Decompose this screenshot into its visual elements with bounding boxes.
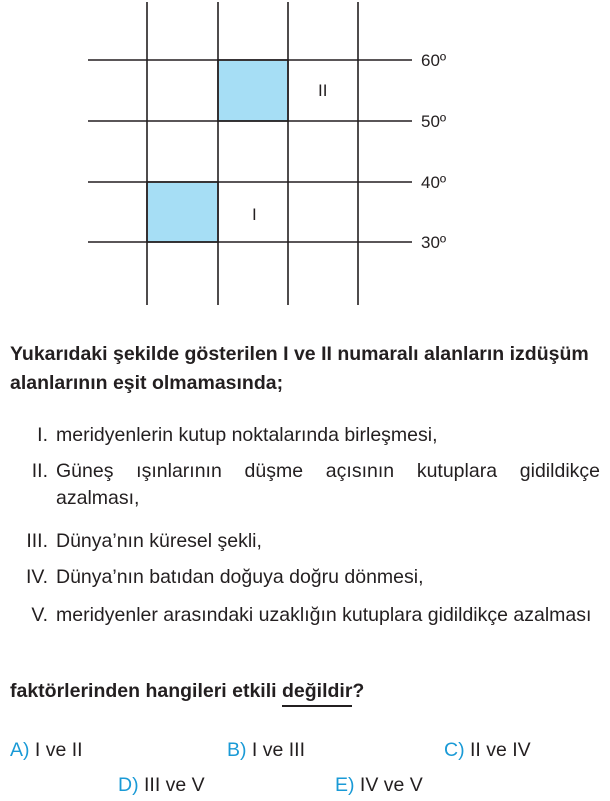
area-label-ii: II	[318, 81, 328, 100]
latitude-label-30: 30º	[421, 233, 447, 252]
latitude-label-40: 40º	[421, 173, 447, 192]
option-text: I ve II	[29, 739, 83, 761]
option-e[interactable]	[335, 772, 423, 798]
area-label-i: I	[252, 205, 257, 224]
item-number: II.	[31, 460, 48, 482]
option-letter: B)	[227, 739, 247, 761]
option-letter: E)	[335, 774, 355, 796]
latitude-label-50: 50º	[421, 112, 447, 131]
item-number: IV.	[25, 566, 48, 588]
item-number: I.	[37, 424, 48, 446]
option-letter: A)	[10, 739, 30, 761]
item-text: Dünya’nın küresel şekli,	[56, 530, 262, 552]
closing-suffix: ?	[352, 680, 365, 702]
item-text: meridyenler arasındaki uzaklığın kutuplara gidildikçe azalması	[56, 604, 592, 626]
option-d[interactable]	[118, 772, 205, 798]
option-c[interactable]	[444, 737, 531, 763]
item-number: V.	[31, 604, 48, 626]
option-letter: C)	[444, 739, 465, 761]
option-text: II ve IV	[464, 739, 531, 761]
question-closing	[10, 678, 364, 707]
question-stem: Yukarıdaki şekilde gösterilen I ve II numaralı alanların izdüşüm alanlarının eşit olmamasında;	[10, 343, 589, 394]
latitude-label-60: 60º	[421, 51, 447, 70]
closing-underlined-word: değildir	[282, 678, 352, 707]
option-b[interactable]	[227, 737, 305, 763]
area-ii-shaded-cell	[219, 61, 287, 121]
item-text: meridyenlerin kutup noktalarında birleşmesi,	[56, 424, 438, 446]
item-number: III.	[26, 530, 48, 552]
option-a[interactable]	[10, 737, 83, 763]
option-text: IV ve V	[354, 774, 423, 796]
area-i-shaded-cell	[148, 183, 217, 242]
item-text: Güneş ışınlarının düşme açısının kutuplara gidildikçe azalması,	[56, 460, 600, 509]
latitude-grid-figure	[0, 0, 470, 310]
option-letter: D)	[118, 774, 139, 796]
option-text: I ve III	[246, 739, 306, 761]
item-text: Dünya’nın batıdan doğuya doğru dönmesi,	[56, 566, 424, 588]
closing-prefix: faktörlerinden hangileri etkili	[10, 680, 282, 702]
option-text: III ve V	[138, 774, 205, 796]
